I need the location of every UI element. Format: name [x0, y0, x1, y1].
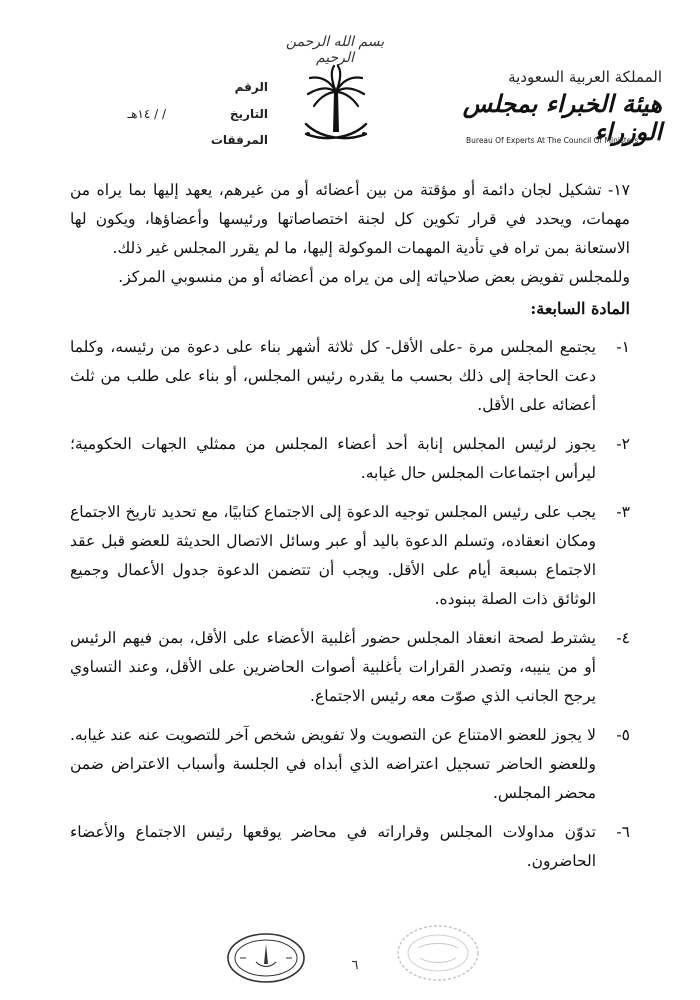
item-text: يجتمع المجلس مرة -على الأقل- كل ثلاثة أشهر بناء على دعوة من رئيسه، وكلما دعت الحاجة إلى ذلك بحسب ما يقدره رئيس المجلس، أو بناء على طلب من ثلث أعضائه على الأقل. [70, 338, 596, 414]
date-label: التاريخ [229, 107, 268, 121]
item-number: ٥- [616, 726, 630, 744]
clause-17: ١٧- تشكيل لجان دائمة أو مؤقتة من بين أعضائه أو من غيرهم، يعهد إليها بما يراه من مهمات، ويحدد في قرار تكوين كل لجنة اختصاصاتها ورئيسها وأعضاؤها، ويكون لها الاستعانة بمن تراه في تأدية المهمات الموكولة إليها، ما لم يقرر المجلس غير ذلك. [70, 181, 630, 257]
item-text: تدوّن مداولات المجلس وقراراته في محاضر يوقعها رئيس الاجتماع والأعضاء الحاضرون. [70, 823, 596, 870]
faint-seal-icon [394, 922, 482, 984]
document-body [70, 176, 630, 876]
date-format: / / ١٤هـ [127, 107, 166, 121]
list-item [70, 624, 630, 711]
delegation-clause: وللمجلس تفويض بعض صلاحياته إلى من يراه من أعضائه أو من منسوبي المركز. [118, 268, 630, 286]
item-text: يجوز لرئيس المجلس إنابة أحد أعضاء المجلس من ممثلي الجهات الحكومية؛ ليرأس اجتماعات المجلس حال غيابه. [70, 435, 596, 482]
organization-name-block [462, 68, 662, 146]
item-number: ١- [616, 338, 630, 356]
list-item [70, 498, 630, 614]
list-item [70, 430, 630, 488]
basmala: بسم الله الرحمن الرحيم [285, 34, 385, 66]
kingdom-name: المملكة العربية السعودية [508, 68, 662, 86]
reference-label: الرقم [234, 80, 268, 94]
item-number: ٦- [616, 823, 630, 841]
attachments-label: المرفقات [210, 133, 268, 147]
item-number: ٢- [616, 435, 630, 453]
list-item [70, 818, 630, 876]
item-text: يشترط لصحة انعقاد المجلس حضور أغلبية الأعضاء على الأقل، بمن فيهم الرئيس أو من ينيبه، وتصدر القرارات بأغلبية أصوات الحاضرين على الأقل، وعند التساوي يرجح الجانب الذي صوّت معه رئيس الاجتماع. [70, 629, 596, 705]
item-number: ٤- [616, 629, 630, 647]
bureau-name-arabic: هيئة الخبراء بمجلس الوزراء [462, 89, 662, 146]
item-text: يجب على رئيس المجلس توجيه الدعوة إلى الاجتماع كتابيًا، مع تحديد تاريخ الاجتماع ومكان انعقاده، وتسلم الدعوة باليد أو عبر وسائل الاتصال الحديثة للعضو قبل عقد الاجتماع بسبعة أيام على الأقل. ويجب أن تتضمن الدعوة جدول الأعمال وجميع الوثائق ذات الصلة ببنوده. [70, 503, 596, 608]
list-item [70, 333, 630, 420]
saudi-emblem-palm-swords-icon [300, 62, 372, 150]
article-seven-title: المادة السابعة: [530, 299, 630, 318]
list-item [70, 721, 630, 808]
item-number: ٣- [616, 503, 630, 521]
page-number: ٦ [351, 958, 359, 973]
item-text: لا يجوز للعضو الامتناع عن التصويت ولا تفويض شخص آخر للتصويت عنه عند غيابه. وللعضو الحاضر تسجيل اعتراضه الذي أبداه في الجلسة وأسباب الاعتراض ضمن محضر المجلس. [70, 726, 596, 802]
bureau-name-english: Bureau Of Experts At The Council Of Ministers [466, 136, 639, 145]
official-stamp-icon [226, 932, 306, 984]
